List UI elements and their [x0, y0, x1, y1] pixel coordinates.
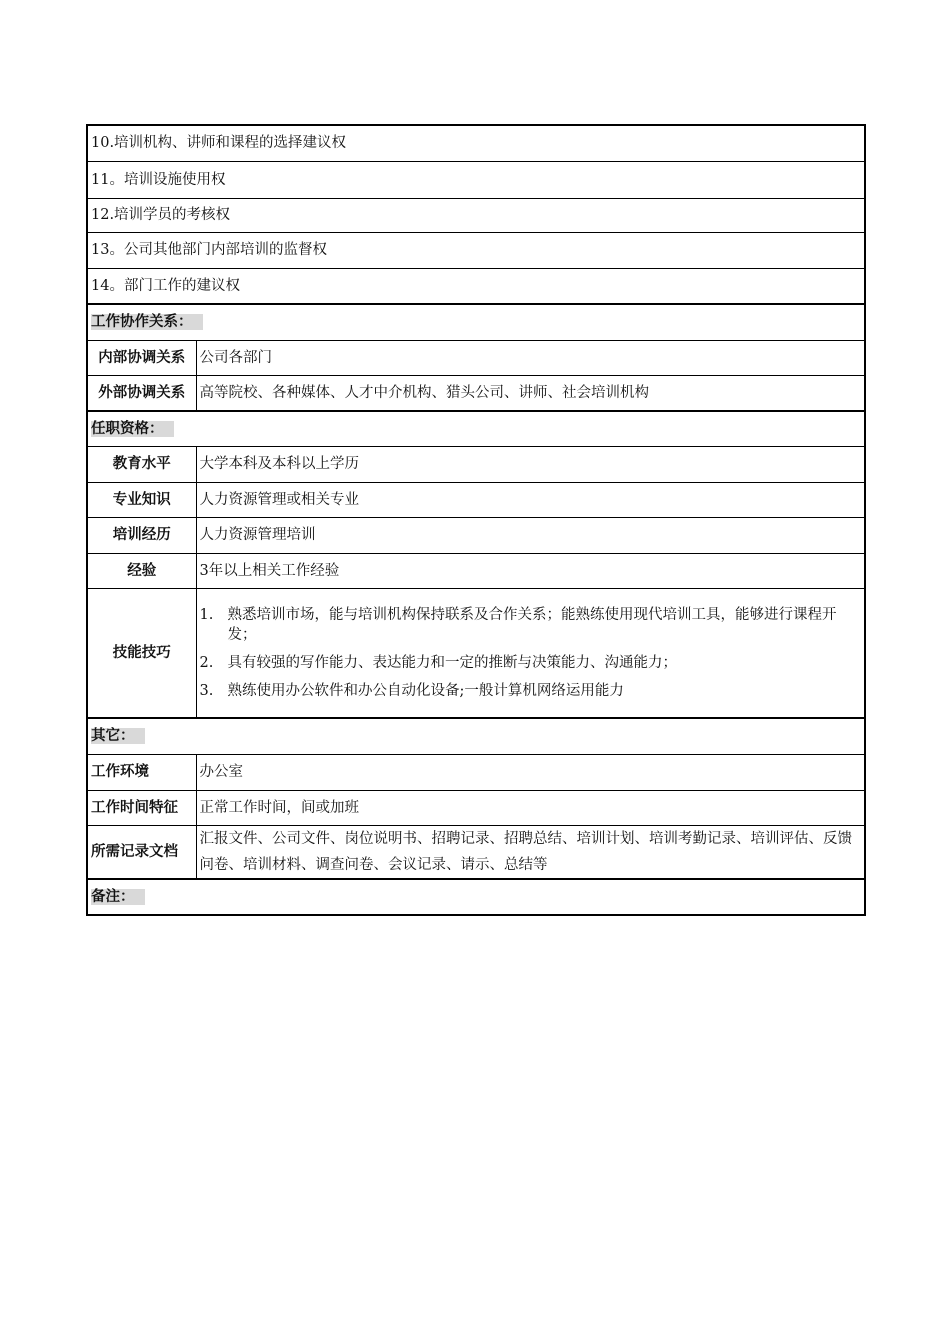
- collaboration-header: 工作协作关系：: [87, 304, 865, 340]
- authority-item: 12.培训学员的考核权: [87, 198, 865, 232]
- authority-row: [87, 198, 865, 232]
- section-header-row: [87, 411, 865, 446]
- other-header: 其它：: [87, 718, 865, 754]
- training-row: [87, 517, 865, 553]
- authority-item: 13。公司其他部门内部培训的监督权: [87, 232, 865, 268]
- authority-row: [87, 125, 865, 161]
- skills-label: 技能技巧: [87, 588, 196, 718]
- experience-value: 3年以上相关工作经验: [196, 553, 865, 588]
- skill-text: 熟悉培训市场，能与培训机构保持联系及合作关系；能熟练使用现代培训工具，能够进行课程开发；: [227, 606, 837, 643]
- skills-list: [200, 605, 862, 701]
- skills-cell: [196, 588, 865, 718]
- training-value: 人力资源管理培训: [196, 517, 865, 553]
- skill-number: 2.: [199, 654, 214, 671]
- education-row: [87, 446, 865, 482]
- skill-number: 1.: [199, 606, 214, 623]
- env-row: [87, 754, 865, 790]
- authority-item: 11。培训设施使用权: [87, 161, 865, 198]
- docs-label: 所需记录文档: [87, 825, 196, 879]
- section-header-row: [87, 879, 865, 915]
- training-label: 培训经历: [87, 517, 196, 553]
- env-value: 办公室: [196, 754, 865, 790]
- education-value: 大学本科及本科以上学历: [196, 446, 865, 482]
- authority-row: [87, 161, 865, 198]
- skill-item: [200, 681, 862, 701]
- time-label: 工作时间特征: [87, 790, 196, 825]
- docs-value: 汇报文件、公司文件、岗位说明书、招聘记录、招聘总结、培训计划、培训考勤记录、培训评估、反馈问卷、培训材料、调查问卷、会议记录、请示、总结等: [196, 825, 865, 879]
- knowledge-row: [87, 482, 865, 517]
- knowledge-label: 专业知识: [87, 482, 196, 517]
- docs-row: [87, 825, 865, 879]
- time-value: 正常工作时间，间或加班: [196, 790, 865, 825]
- internal-label: 内部协调关系: [87, 340, 196, 375]
- authority-row: [87, 268, 865, 304]
- external-label: 外部协调关系: [87, 375, 196, 411]
- authority-item: 14。部门工作的建议权: [87, 268, 865, 304]
- skill-text: 具有较强的写作能力、表达能力和一定的推断与决策能力、沟通能力；: [227, 654, 677, 671]
- authority-row: [87, 232, 865, 268]
- external-row: [87, 375, 865, 411]
- authority-item: 10.培训机构、讲师和课程的选择建议权: [87, 125, 865, 161]
- skill-item: [200, 605, 862, 645]
- notes-header: 备注：: [87, 879, 865, 915]
- time-row: [87, 790, 865, 825]
- section-header-row: [87, 718, 865, 754]
- qualifications-header: 任职资格：: [87, 411, 865, 446]
- internal-row: [87, 340, 865, 375]
- skill-text: 熟练使用办公软件和办公自动化设备;一般计算机网络运用能力: [227, 682, 624, 699]
- experience-row: [87, 553, 865, 588]
- external-value: 高等院校、各种媒体、人才中介机构、猎头公司、讲师、社会培训机构: [196, 375, 865, 411]
- section-header-row: [87, 304, 865, 340]
- skill-item: [200, 653, 862, 673]
- education-label: 教育水平: [87, 446, 196, 482]
- env-label: 工作环境: [87, 754, 196, 790]
- experience-label: 经验: [87, 553, 196, 588]
- internal-value: 公司各部门: [196, 340, 865, 375]
- skills-row: [87, 588, 865, 718]
- knowledge-value: 人力资源管理或相关专业: [196, 482, 865, 517]
- skill-number: 3.: [199, 682, 214, 699]
- job-description-table: [86, 124, 866, 916]
